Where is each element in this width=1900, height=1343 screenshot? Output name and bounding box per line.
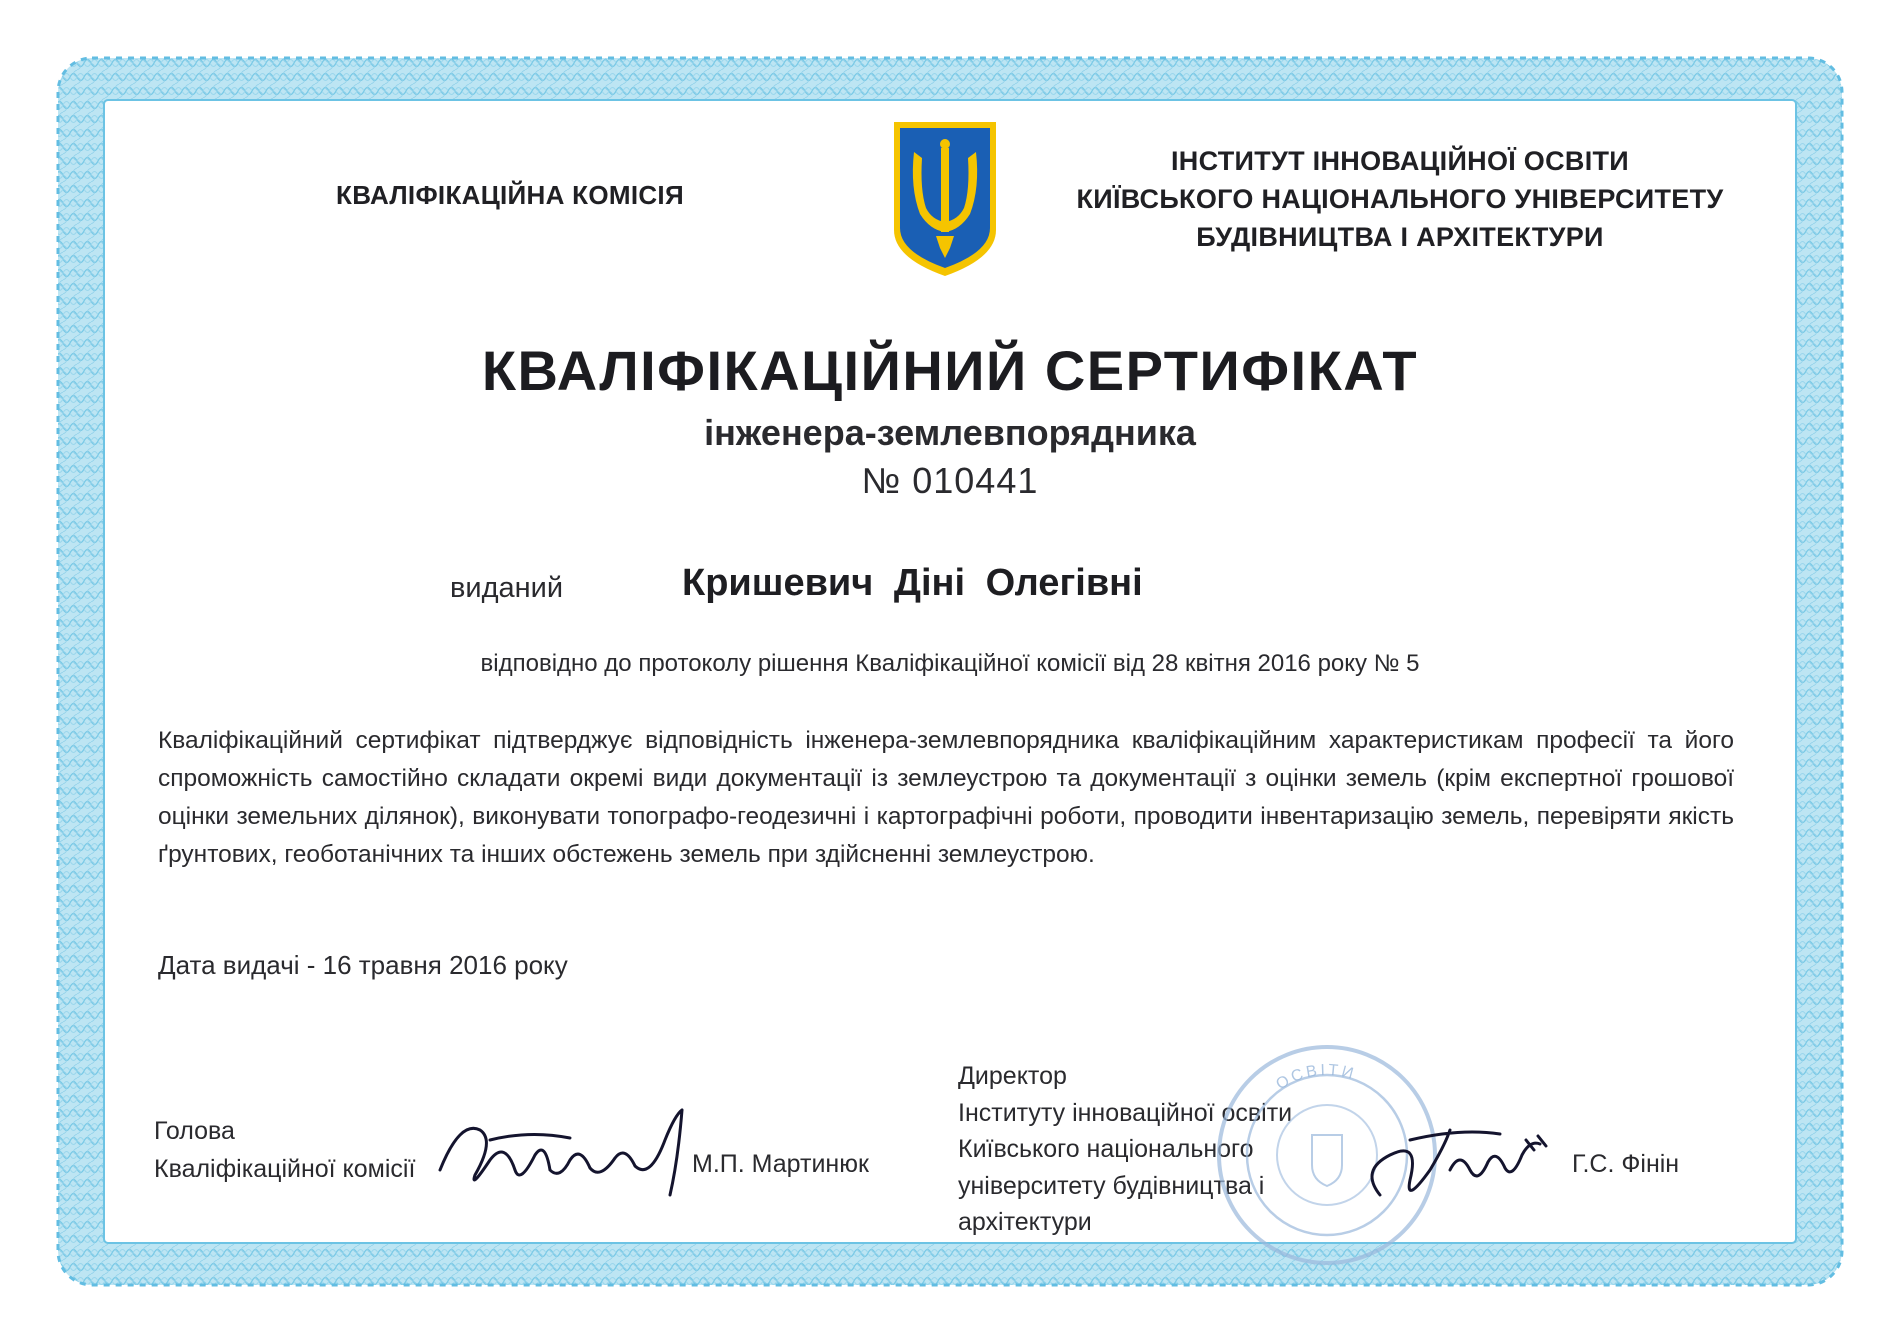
director-signature — [1350, 1110, 1560, 1220]
issue-date: Дата видачі - 16 травня 2016 року — [158, 950, 568, 980]
chair-title-line-2: Кваліфікаційної комісії — [154, 1155, 416, 1183]
svg-text:ОСВІТИ — [1273, 1062, 1358, 1094]
stamp-text: ОСВІТИ — [1273, 1061, 1359, 1094]
director-name: Г.С. Фінін — [1572, 1150, 1680, 1178]
committee-header: КВАЛІФІКАЦІЙНА КОМІСІЯ — [336, 180, 684, 210]
chair-title-line-1: Голова — [154, 1117, 235, 1145]
director-title-line-5: архітектури — [958, 1208, 1092, 1236]
certificate-title: КВАЛІФІКАЦІЙНИЙ СЕРТИФІКАТ — [481, 339, 1419, 402]
holder-name: Кришевич Діні Олегівні — [682, 562, 1143, 604]
ukraine-coat-of-arms-icon — [890, 118, 1000, 280]
director-title-line-3: Київського національного — [958, 1135, 1254, 1163]
institute-header — [1050, 142, 1750, 256]
director-title-line-2: Інституту інноваційної освіти — [958, 1098, 1293, 1127]
protocol-reference: відповідно до протоколу рішення Кваліфікаційної комісії від 28 квітня 2016 року № 5 — [480, 650, 1420, 677]
chair-signature — [420, 1100, 720, 1210]
issued-label: виданий — [450, 572, 564, 604]
institute-line-3: БУДІВНИЦТВА І АРХІТЕКТУРИ — [1196, 222, 1604, 252]
chair-name: М.П. Мартинюк — [692, 1150, 869, 1178]
chair-title — [154, 1112, 415, 1188]
director-title-line-1: Директор — [958, 1062, 1067, 1090]
certificate-subtitle: інженера-землевпорядника — [704, 412, 1196, 453]
institute-line-1: ІНСТИТУТ ІННОВАЦІЙНОЇ ОСВІТИ — [1170, 146, 1630, 176]
certificate-number: № 010441 — [861, 460, 1039, 501]
certificate-body-text: Кваліфікаційний сертифікат підтверджує відповідність інженера-землевпорядника кваліфікаційним характеристикам професії та його спроможність самостійно складати окремі види документації із землеустрою та документації з оцінки земель (крім експертної грошової оцінки земельних ділянок), виконувати топографо-геодезичні і картографічні роботи, проводити інвентаризацію земель, перевіряти якість ґрунтових, геоботанічних та інших обстежень земель при здійсненні землеустрою. — [158, 727, 1734, 868]
institute-line-2: КИЇВСЬКОГО НАЦІОНАЛЬНОГО УНІВЕРСИТЕТУ — [1076, 184, 1724, 214]
director-title-line-4: університету будівництва і — [958, 1171, 1265, 1200]
